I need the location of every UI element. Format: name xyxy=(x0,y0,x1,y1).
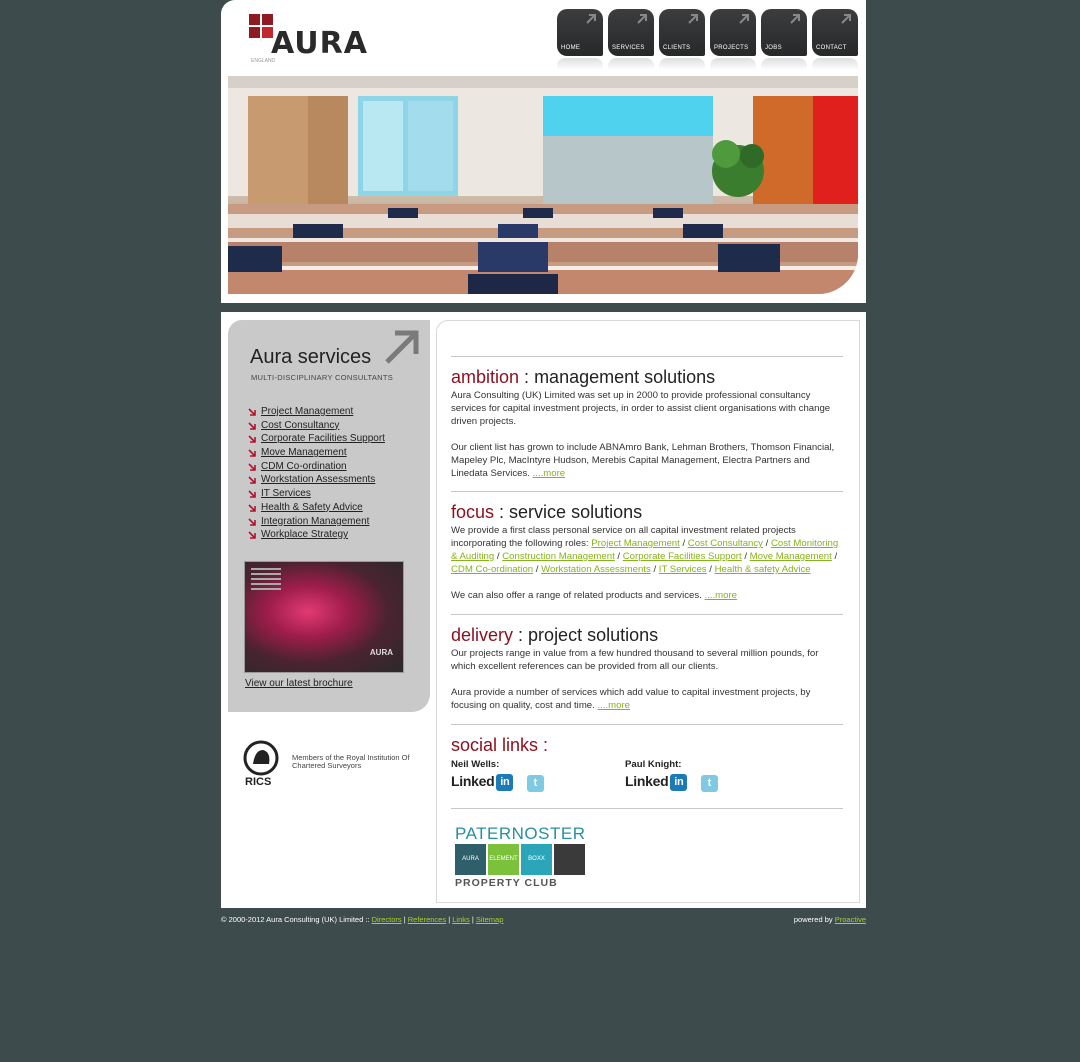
paternoster-logo[interactable] xyxy=(455,824,595,894)
more-link[interactable]: ....more xyxy=(532,468,566,479)
st-pauls-dome-icon xyxy=(554,844,585,875)
divider xyxy=(451,724,843,725)
section-heading: focus : service solutions xyxy=(451,502,643,522)
nav-projects[interactable] xyxy=(710,9,756,56)
nav-label: HOME xyxy=(561,45,581,51)
section-social xyxy=(451,735,845,757)
logo-wordmark: AURA xyxy=(271,26,368,61)
rics-badge[interactable] xyxy=(243,740,423,790)
footer-link-directors[interactable]: Directors xyxy=(371,915,402,924)
arrow-icon xyxy=(686,12,700,26)
service-link-workstation[interactable]: Workstation Assessments xyxy=(261,474,376,486)
nav-contact[interactable] xyxy=(812,9,858,56)
person-neil-wells xyxy=(451,759,611,789)
brochure-link[interactable]: View our latest brochure xyxy=(245,678,353,689)
hero-office-image xyxy=(228,76,858,294)
divider xyxy=(451,356,843,357)
focus-link[interactable]: Move Management xyxy=(749,551,832,562)
brochure-image[interactable] xyxy=(244,561,404,673)
paternoster-tile: BOXX xyxy=(521,844,552,875)
service-link-move-management[interactable]: Move Management xyxy=(261,447,347,459)
divider xyxy=(451,808,843,809)
footer-link-references[interactable]: References xyxy=(407,915,447,924)
brochure-logo: AURA xyxy=(369,648,393,657)
rics-text: Members of the Royal Institution Of Chartered Surveyors xyxy=(292,753,410,770)
person-name: Neil Wells: xyxy=(451,759,500,770)
divider xyxy=(451,491,843,492)
powered-by: powered by Proactive xyxy=(793,915,866,924)
service-link-health-safety[interactable]: Health & Safety Advice xyxy=(261,501,363,513)
nav-services[interactable] xyxy=(608,9,654,56)
list-item xyxy=(248,406,385,420)
list-item xyxy=(248,516,385,530)
focus-link[interactable]: Health & safety Advice xyxy=(714,564,811,575)
section-heading: social links : xyxy=(451,735,549,755)
sidebar-subtitle: MULTI-DISCIPLINARY CONSULTANTS xyxy=(251,373,394,382)
rics-lion-icon xyxy=(243,740,279,776)
focus-link[interactable]: Cost Consultancy xyxy=(687,538,763,549)
services-sidebar xyxy=(228,320,430,712)
logo-subtext: ENGLAND xyxy=(251,58,276,64)
arrow-icon xyxy=(584,12,598,26)
arrow-bullet-icon xyxy=(248,504,256,512)
delivery-text-1: Our projects range in value from a few hundred thousand to several million pounds, for which excellent references can be provided from all our clients. xyxy=(451,648,819,672)
arrow-bullet-icon xyxy=(248,408,256,416)
section-ambition xyxy=(451,367,845,480)
content-panel xyxy=(436,320,860,903)
list-item xyxy=(248,447,385,461)
aura-logo[interactable] xyxy=(249,14,409,64)
focus-link[interactable]: Workstation Assessments xyxy=(541,564,651,575)
service-link-workplace-strategy[interactable]: Workplace Strategy xyxy=(261,529,349,541)
footer-link-sitemap[interactable]: Sitemap xyxy=(475,915,504,924)
main-panel xyxy=(221,312,866,908)
nav-label: PROJECTS xyxy=(714,45,749,51)
social-people xyxy=(451,759,843,799)
proactive-link[interactable]: Proactive xyxy=(834,915,866,924)
paternoster-tile: ELEMENT xyxy=(488,844,519,875)
focus-link[interactable]: Project Management xyxy=(591,538,680,549)
service-link-it-services[interactable]: IT Services xyxy=(261,488,311,500)
section-focus xyxy=(451,502,845,602)
focus-link[interactable]: Corporate Facilities Support xyxy=(622,551,742,562)
nav-label: SERVICES xyxy=(612,45,645,51)
arrow-icon xyxy=(737,12,751,26)
arrow-icon xyxy=(788,12,802,26)
list-item xyxy=(248,502,385,516)
arrow-icon xyxy=(839,12,853,26)
services-list xyxy=(248,406,385,543)
arrow-bullet-icon xyxy=(248,476,256,484)
focus-text-1: We provide a first class personal service on all capital investment related projects incorporating the following roles: Project Management / Cost Consultancy / Cost Monitoring & Auditing / Construction Management / Corporate Facilities Support / Move Management / CDM Co-ordination / Workstation Assessments / IT Services / Health & safety Advice xyxy=(451,525,839,575)
section-heading: ambition : management solutions xyxy=(451,367,716,387)
list-item xyxy=(248,474,385,488)
service-link-cdm[interactable]: CDM Co-ordination xyxy=(261,460,347,472)
arrow-bullet-icon xyxy=(248,531,256,539)
arrow-icon xyxy=(383,328,421,366)
ambition-text-2: Our client list has grown to include ABNAmro Bank, Lehman Brothers, Thomson Financial, Mapeley Plc, MacIntyre Hudson, Merebis Capital Management, Electra Partners and Linedata Services. ....more xyxy=(451,442,835,479)
footer-link-links[interactable]: Links xyxy=(452,915,470,924)
nav-jobs[interactable] xyxy=(761,9,807,56)
arrow-bullet-icon xyxy=(248,435,256,443)
focus-link[interactable]: IT Services xyxy=(658,564,707,575)
divider xyxy=(451,614,843,615)
arrow-bullet-icon xyxy=(248,449,256,457)
linkedin-icon[interactable]: Linked in xyxy=(451,773,513,791)
footer: © 2000-2012 Aura Consulting (UK) Limited :: Directors | References | Links | Sitemap powered by Proactive xyxy=(221,915,866,924)
more-link[interactable]: ....more xyxy=(597,700,631,711)
nav-clients[interactable] xyxy=(659,9,705,56)
list-item xyxy=(248,433,385,447)
nav-label: JOBS xyxy=(765,45,782,51)
twitter-icon[interactable]: t xyxy=(527,775,544,792)
service-link-project-management[interactable]: Project Management xyxy=(261,406,354,417)
focus-text-2: We can also offer a range of related products and services. ....more xyxy=(451,590,738,601)
list-item xyxy=(248,488,385,502)
sidebar-title: Aura services xyxy=(250,346,372,368)
service-link-cost-consultancy[interactable]: Cost Consultancy xyxy=(261,419,340,431)
list-item xyxy=(248,420,385,434)
focus-link[interactable]: Cost Monitoring & Auditing xyxy=(451,538,839,562)
focus-link[interactable]: CDM Co-ordination xyxy=(451,564,534,575)
copyright-text: © 2000-2012 Aura Consulting (UK) Limited :: xyxy=(221,915,372,924)
delivery-text-2: Aura provide a number of services which add value to capital investment projects, by focusing on quality, cost and time. ....more xyxy=(451,687,811,711)
arrow-bullet-icon xyxy=(248,422,256,430)
more-link[interactable]: ....more xyxy=(704,590,738,601)
header xyxy=(221,0,866,303)
nav-label: CONTACT xyxy=(816,45,847,51)
focus-link[interactable]: Construction Management xyxy=(502,551,615,562)
paternoster-title: PATERNOSTER xyxy=(455,824,586,843)
service-link-corporate-facilities[interactable]: Corporate Facilities Support xyxy=(261,433,385,445)
rics-wordmark: RICS xyxy=(245,776,272,788)
twitter-icon[interactable]: t xyxy=(701,775,718,792)
nav-label: CLIENTS xyxy=(663,45,691,51)
paternoster-tile: AURA xyxy=(455,844,486,875)
arrow-bullet-icon xyxy=(248,463,256,471)
arrow-icon xyxy=(635,12,649,26)
section-heading: delivery : project solutions xyxy=(451,625,659,645)
list-item xyxy=(248,461,385,475)
linkedin-icon[interactable]: Linked in xyxy=(625,773,687,791)
arrow-bullet-icon xyxy=(248,518,256,526)
paternoster-subtitle: PROPERTY CLUB xyxy=(455,877,558,889)
office-illustration xyxy=(228,76,858,294)
person-name: Paul Knight: xyxy=(625,759,682,770)
person-paul-knight xyxy=(625,759,785,789)
section-delivery xyxy=(451,625,845,712)
service-link-integration[interactable]: Integration Management xyxy=(261,515,370,527)
nav-home[interactable] xyxy=(557,9,603,56)
ambition-text-1: Aura Consulting (UK) Limited was set up in 2000 to provide professional consultancy services for capital investment projects, in order to assist client organisations with change driven projects. xyxy=(451,390,831,427)
arrow-bullet-icon xyxy=(248,490,256,498)
list-item xyxy=(248,529,385,543)
